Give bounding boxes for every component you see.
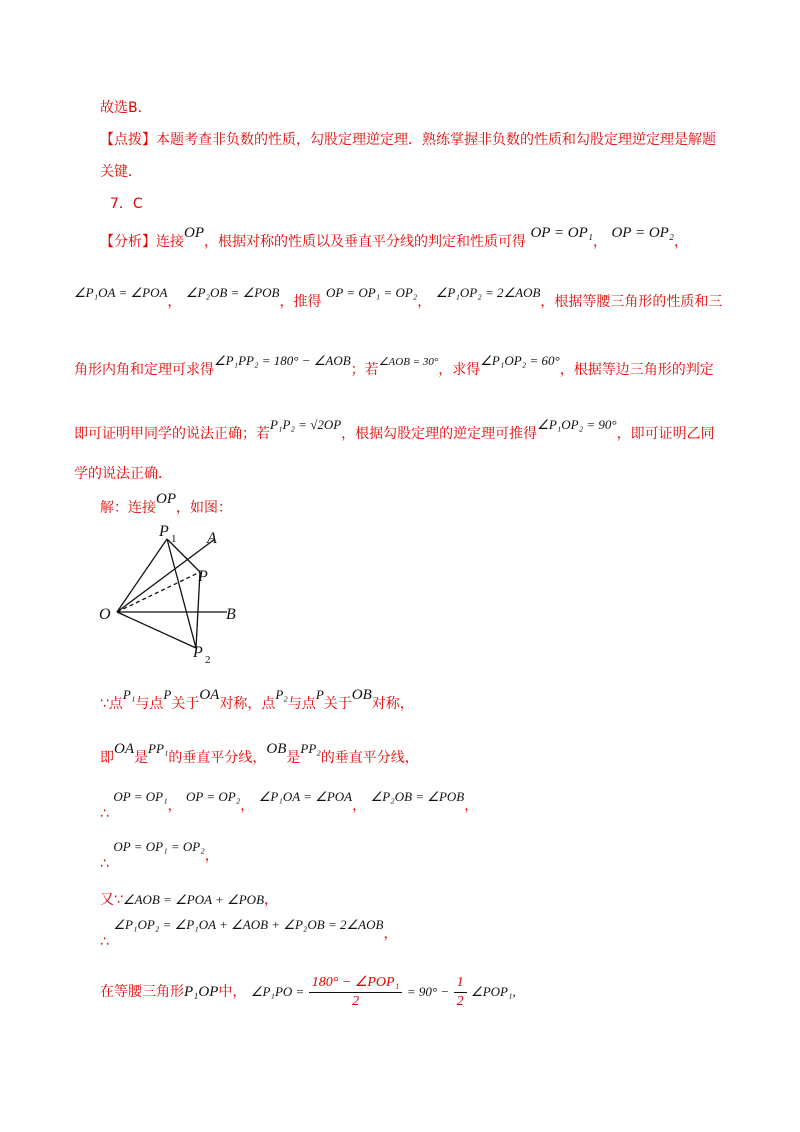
question-number xyxy=(110,194,143,214)
proof-text: 又∵ xyxy=(100,892,123,908)
fraction-numerator: 180° − ∠POP₁ xyxy=(309,974,403,993)
math-triangle: P₁OP xyxy=(184,984,219,1000)
segment-op2 xyxy=(117,612,196,648)
proof-text: 即 xyxy=(100,750,114,766)
label-a: A xyxy=(207,530,217,547)
analysis-text: ，即可证明乙同 xyxy=(616,426,715,442)
hint-line xyxy=(100,130,716,150)
math-eq: ∠P₂OB = ∠POB xyxy=(370,789,465,804)
geometry-figure xyxy=(95,522,255,672)
segment-p1p2 xyxy=(167,539,196,648)
therefore-symbol: ∴ xyxy=(100,934,109,950)
math-eq: ∠AOB = ∠POA + ∠POB xyxy=(122,892,265,907)
math-eq: ∠P₂OB = ∠POB xyxy=(185,285,280,300)
fraction-numerator: 1 xyxy=(454,974,467,993)
segment-op1 xyxy=(117,539,167,612)
math-eq: ∠P₁PP₂ = 180° − ∠AOB xyxy=(214,353,351,368)
proof-line-3: ∴ OP = OP₁， OP = OP₂， ∠P₁OA = ∠POA， ∠P₂OB = ∠POB， xyxy=(100,789,479,822)
analysis-text: ，根据等边三角形的判定 xyxy=(559,362,714,378)
proof-text: 是 xyxy=(134,750,148,766)
proof-line-1 xyxy=(100,687,414,714)
math-p1: P₁ xyxy=(122,687,136,702)
proof-text: 对称， xyxy=(371,696,414,712)
analysis-text: ，根据对称的性质以及垂直平分线的判定和性质可得 xyxy=(204,234,526,250)
proof-text: 中， xyxy=(218,984,247,1000)
math-eq: P₁P₂ = √2OP xyxy=(270,417,342,432)
math-eq: OP = OP₁ = OP₂ xyxy=(325,285,418,300)
analysis-line-5 xyxy=(74,464,172,484)
label-p2: P xyxy=(193,644,203,661)
math-eq: ∠POP₁, xyxy=(471,984,516,999)
solution-text: 解：连接 xyxy=(100,500,156,516)
math-op: OP xyxy=(156,491,176,507)
math-oa: OA xyxy=(114,741,134,757)
analysis-text: 学的说法正确． xyxy=(74,466,172,482)
fraction xyxy=(309,974,403,1011)
proof-line-5: 又∵∠AOB = ∠POA + ∠POB， xyxy=(100,892,279,908)
math-eq: ∠P₁OA = ∠POA xyxy=(258,789,353,804)
conclusion-text: 故选B． xyxy=(100,100,152,116)
math-eq: OP = OP₂ xyxy=(611,225,675,241)
proof-text: 在等腰三角形 xyxy=(100,984,184,1000)
math-eq: OP = OP₂ xyxy=(186,789,241,804)
therefore-symbol: ∴ xyxy=(100,806,109,822)
label-p2-sub: 2 xyxy=(205,654,211,666)
analysis-text: ，根据等腰三角形的性质和三 xyxy=(540,294,723,310)
analysis-line-2: ∠P₁OA = ∠POA， ∠P₂OB = ∠POB，推得 OP = OP₁ = OP₂， ∠P₁OP₂ = 2∠AOB，根据等腰三角形的性质和三 xyxy=(74,285,723,310)
analysis-text: 角形内角和定理可求得 xyxy=(74,362,214,378)
proof-text: 的垂直平分线， xyxy=(168,750,267,766)
math-p: P xyxy=(163,687,172,702)
math-eq: ∠P₁OP₂ = 60° xyxy=(480,353,560,368)
analysis-label: 【分析】连接 xyxy=(100,234,184,250)
proof-text: 的垂直平分线， xyxy=(320,750,419,766)
solution-line xyxy=(100,491,232,518)
label-p1-sub: 1 xyxy=(171,533,177,545)
fraction xyxy=(454,974,467,1011)
proof-line-6: ∴ ∠P₁OP₂ = ∠P₁OA + ∠AOB + ∠P₂OB = 2∠AOB， xyxy=(100,917,398,950)
hint-line-cont xyxy=(100,162,142,182)
analysis-text: ；若 xyxy=(350,362,379,378)
math-eq: ∠P₁OP₂ = 2∠AOB xyxy=(435,285,541,300)
proof-line-2 xyxy=(100,741,419,768)
math-eq: ∠P₁OP₂ = 90° xyxy=(537,417,617,432)
conclusion-line xyxy=(100,98,152,118)
math-eq: = 90° − xyxy=(406,984,450,999)
label-b: B xyxy=(226,606,236,623)
fraction-denominator: 2 xyxy=(456,993,464,1009)
proof-text: 关于 xyxy=(323,696,352,712)
analysis-line-1: 【分析】连接OP，根据对称的性质以及垂直平分线的判定和性质可得 OP = OP₁， OP = OP₂， xyxy=(100,225,689,250)
dashed-op xyxy=(117,572,200,612)
math-p2: P₂ xyxy=(275,687,288,702)
math-eq: OP = OP₁ xyxy=(113,789,168,804)
analysis-text: ，求得 xyxy=(438,362,481,378)
label-p1: P xyxy=(159,523,169,540)
proof-line-4: ∴ OP = OP₁ = OP₂， xyxy=(100,839,219,872)
analysis-text: ，根据勾股定理的逆定理可推得 xyxy=(341,426,538,442)
math-eq: OP = OP₁ xyxy=(530,225,594,241)
hint-text: 【点拨】本题考查非负数的性质，勾股定理逆定理．熟练掌握非负数的性质和勾股定理逆定理是解题 xyxy=(100,132,716,148)
math-eq: ∠AOB = 30° xyxy=(378,356,439,368)
proof-text: 对称，点 xyxy=(219,696,276,712)
proof-text: 关于 xyxy=(171,696,200,712)
label-o: O xyxy=(99,606,111,623)
solution-text: ，如图： xyxy=(176,500,232,516)
therefore-symbol: ∴ xyxy=(100,856,109,872)
proof-text: 与点 xyxy=(287,696,316,712)
math-ob: OB xyxy=(351,687,372,703)
math-oa: OA xyxy=(199,687,220,703)
math-p: P xyxy=(315,687,324,702)
label-p: P xyxy=(198,568,208,585)
proof-text: 与点 xyxy=(135,696,164,712)
math-ob: OB xyxy=(266,741,287,757)
math-pp1: PP₁ xyxy=(148,741,169,756)
math-pp2: PP₂ xyxy=(300,741,321,756)
fraction-denominator: 2 xyxy=(352,993,360,1009)
question-answer: 7．C xyxy=(110,196,143,212)
analysis-line-4 xyxy=(74,417,715,444)
analysis-line-3 xyxy=(74,353,714,381)
hint-text-cont: 关键． xyxy=(100,164,142,180)
analysis-text: 即可证明甲同学的说法正确；若 xyxy=(74,426,270,442)
analysis-text: ，推得 xyxy=(279,294,322,310)
math-eq: OP = OP₁ = OP₂ xyxy=(113,839,205,854)
math-eq: ∠P₁OP₂ = ∠P₁OA + ∠AOB + ∠P₂OB = 2∠AOB xyxy=(113,917,384,932)
proof-text: 是 xyxy=(286,750,301,766)
proof-text: ∵点 xyxy=(100,696,123,712)
proof-line-7 xyxy=(100,970,516,1014)
math-eq: ∠P₁PO = xyxy=(250,984,305,999)
math-op: OP xyxy=(184,225,204,241)
math-eq: ∠P₁OA = ∠POA xyxy=(74,285,168,300)
